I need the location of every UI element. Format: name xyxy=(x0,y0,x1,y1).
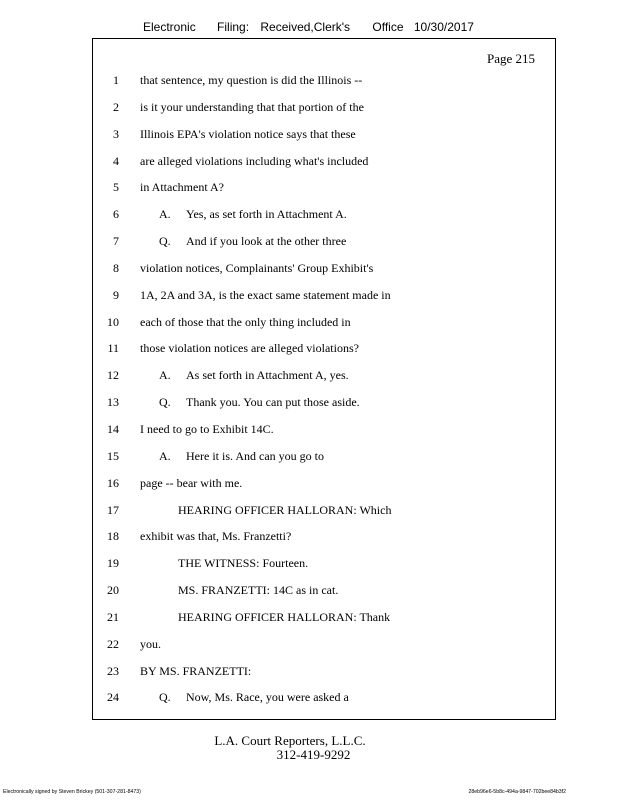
line-number: 11 xyxy=(107,341,119,356)
line-text: exhibit was that, Ms. Franzetti? xyxy=(140,529,292,544)
transcript-line xyxy=(93,389,555,416)
transcript-line xyxy=(93,201,555,228)
line-text: violation notices, Complainants' Group Exhibit's xyxy=(140,260,374,275)
line-text: BY MS. FRANZETTI: xyxy=(140,663,252,678)
transcript-line xyxy=(93,416,555,443)
line-text: As set forth in Attachment A, yes. xyxy=(186,368,349,383)
line-number: 21 xyxy=(107,609,119,624)
electronic-signature: Electronically signed by Steven Brickey (501-307-281-8473) xyxy=(3,789,141,795)
line-number: 19 xyxy=(107,556,119,571)
answer-label: A. xyxy=(159,368,171,383)
line-text: I need to go to Exhibit 14C. xyxy=(140,421,274,436)
line-text: that sentence, my question is did the Illinois -- xyxy=(140,73,363,87)
filing-label: Filing: xyxy=(217,20,250,34)
line-text: each of those that the only thing included in xyxy=(140,314,351,329)
line-number: 12 xyxy=(107,368,119,383)
line-number: 4 xyxy=(113,153,119,168)
line-number: 10 xyxy=(107,314,119,329)
line-number: 22 xyxy=(107,636,119,651)
line-text: Yes, as set forth in Attachment A. xyxy=(186,207,347,222)
line-text: in Attachment A? xyxy=(140,180,224,195)
line-number: 2 xyxy=(113,99,119,114)
court-reporter-phone: 312-419-9292 xyxy=(276,747,351,762)
transcript-lines xyxy=(93,67,555,711)
transcript-line xyxy=(93,174,555,201)
line-text: Now, Ms. Race, you were asked a xyxy=(186,690,349,705)
line-number: 17 xyxy=(107,502,119,517)
transcript-page-frame xyxy=(92,38,556,720)
transcript-line xyxy=(93,121,555,148)
transcript-line xyxy=(93,604,555,631)
line-number: 3 xyxy=(113,126,119,141)
court-reporter-name: L.A. Court Reporters, L.L.C. xyxy=(214,733,366,748)
line-number: 7 xyxy=(113,234,119,249)
line-text: And if you look at the other three xyxy=(186,234,347,249)
transcript-line xyxy=(93,577,555,604)
transcript-line xyxy=(93,497,555,524)
transcript-line xyxy=(93,684,555,711)
question-label: Q. xyxy=(159,234,171,249)
line-text: are alleged violations including what's included xyxy=(140,153,369,168)
transcript-line xyxy=(93,228,555,255)
line-number: 20 xyxy=(107,583,119,598)
transcript-line xyxy=(93,335,555,362)
line-text: page -- bear with me. xyxy=(140,475,243,490)
line-number: 5 xyxy=(113,180,119,195)
document-hash: 28eb96e6-5b8c-494a-9847-702bee84b3f2 xyxy=(468,789,566,795)
line-number: 13 xyxy=(107,395,119,410)
line-text: those violation notices are alleged violations? xyxy=(140,341,359,356)
transcript-line xyxy=(93,443,555,470)
transcript-line xyxy=(93,94,555,121)
line-text: 1A, 2A and 3A, is the exact same statement made in xyxy=(140,287,391,302)
answer-line xyxy=(159,201,347,228)
answer-line xyxy=(159,362,349,389)
line-number: 15 xyxy=(107,448,119,463)
answer-label: A. xyxy=(159,448,171,463)
line-number: 24 xyxy=(107,690,119,705)
line-number: 1 xyxy=(113,73,119,87)
transcript-line xyxy=(93,255,555,282)
question-line xyxy=(159,228,346,255)
filing-office-label: Office xyxy=(372,20,404,34)
line-text: Here it is. And can you go to xyxy=(186,448,324,463)
page-number: Page 215 xyxy=(486,51,535,66)
transcript-line xyxy=(93,658,555,685)
question-line xyxy=(159,389,360,416)
line-number: 14 xyxy=(107,421,119,436)
transcript-line xyxy=(93,148,555,175)
speaker-line: THE WITNESS: Fourteen. xyxy=(178,556,309,571)
speaker-line: HEARING OFFICER HALLORAN: Which xyxy=(178,502,392,517)
line-number: 8 xyxy=(113,260,119,275)
line-text: Illinois EPA's violation notice says that these xyxy=(140,126,356,141)
transcript-line xyxy=(93,362,555,389)
line-text: is it your understanding that that portion of the xyxy=(140,99,364,114)
question-line xyxy=(159,684,349,711)
filing-stamp-header xyxy=(143,20,474,34)
line-number: 16 xyxy=(107,475,119,490)
line-text: Thank you. You can put those aside. xyxy=(186,395,360,410)
transcript-line xyxy=(93,309,555,336)
line-number: 6 xyxy=(113,207,119,222)
question-label: Q. xyxy=(159,690,171,705)
answer-label: A. xyxy=(159,207,171,222)
transcript-line xyxy=(93,631,555,658)
speaker-line: HEARING OFFICER HALLORAN: Thank xyxy=(178,609,391,624)
transcript-line xyxy=(93,550,555,577)
transcript-line xyxy=(93,282,555,309)
line-text: you. xyxy=(140,636,161,651)
transcript-line xyxy=(93,67,555,94)
transcript-line xyxy=(93,470,555,497)
line-number: 23 xyxy=(107,663,119,678)
transcript-line xyxy=(93,523,555,550)
speaker-line: MS. FRANZETTI: 14C as in cat. xyxy=(178,583,339,598)
filing-received-label: Received,Clerk's xyxy=(260,20,351,34)
filing-electronic-label: Electronic xyxy=(143,20,196,34)
line-number: 9 xyxy=(113,287,119,302)
filing-date: 10/30/2017 xyxy=(413,20,474,34)
question-label: Q. xyxy=(159,395,171,410)
line-number: 18 xyxy=(107,529,119,544)
answer-line xyxy=(159,443,324,470)
